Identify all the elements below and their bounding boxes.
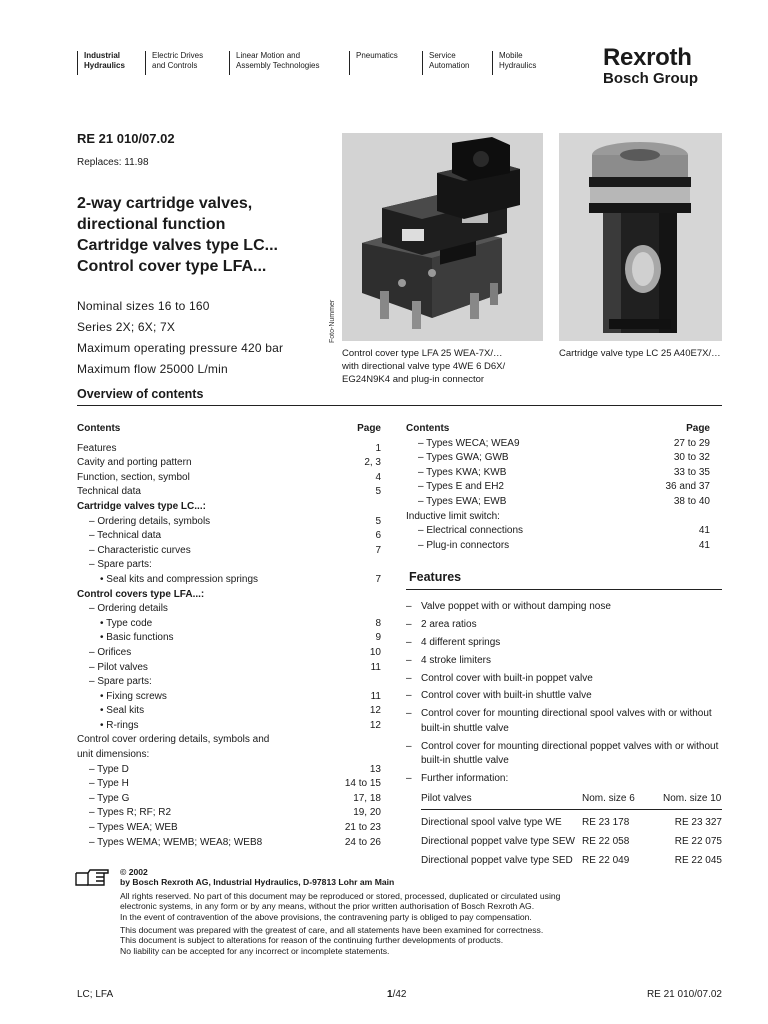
contents-entry-page: 41 [698,525,710,537]
copyright-year: © 2002 [120,867,148,877]
nav-item-pneumatics[interactable]: Pneumatics [349,51,398,75]
contents-entry [77,544,381,559]
spec-list [77,296,283,380]
contents-entry-page: 11 [370,690,381,702]
brand-name: Rexroth [603,44,692,71]
contents-header: Contents Page [77,423,381,434]
contents-entry-title: – Type H [89,778,129,790]
feature-text: Control cover for mounting directional poppet valves with or without built-in shuttle valve [421,740,719,767]
nav-item-mobile-hydraulics[interactable]: Mobile Hydraulics [492,51,536,75]
feature-text: Control cover with built-in poppet valve [421,672,593,684]
contents-entry-title: – Type G [89,792,130,804]
cartridge-valve-caption: Cartridge valve type LC 25 A40E7X/… [559,348,721,359]
contents-entry-title: – Plug-in connectors [418,539,510,551]
feature-item [406,772,722,787]
contents-entry [406,480,710,495]
contents-entry [77,646,381,661]
control-cover-illustration [342,133,543,341]
contents-entry-page: 30 to 32 [673,452,710,464]
contents-entry-title: • Type code [100,617,153,629]
contents-entry-page: 12 [369,719,381,731]
spec-nominal-sizes: Nominal sizes 16 to 160 [77,299,210,313]
contents-entry-title: – Spare parts: [89,676,152,688]
cartridge-valve-photo [559,133,722,341]
copyright-paragraph-liability: This document was prepared with the greatest of care, and all statements have been examined for correctness. This document is subject to alterations for reason of the continuing further developments of products. No liability can be accepted for any incorrect or incomplete statements. [120,925,544,956]
control-cover-caption: Control cover type LFA 25 WEA-7X/… with directional valve type 4WE 6 D6X/ EG24N9K4 and plug-in connector [342,348,506,385]
contents-entry [77,500,381,515]
dash-bullet: – [406,708,412,720]
feature-text: 4 different springs [421,636,501,648]
contents-entry [77,675,381,690]
contents-entry [77,733,381,748]
dash-bullet: – [406,601,412,612]
contents-entry-title: Technical data [77,486,141,498]
contents-entry [77,442,381,457]
contents-entry-title: – Types EWA; EWB [418,495,507,507]
contents-entry-page: 41 [698,539,710,551]
replaces-note: Replaces: 11.98 [77,157,149,168]
contents-entry-title: – Types WECA; WEA9 [418,437,520,449]
contents-entry-title: – Ordering details, symbols [89,515,211,527]
overview-heading: Overview of contents [77,387,204,401]
contents-entry-title: – Technical data [89,530,162,542]
contents-entry-page: 21 to 23 [344,822,381,834]
feature-text: 4 stroke limiters [421,654,492,666]
contents-entry-page: 33 to 35 [673,466,710,478]
contents-entry-title: • R-rings [100,719,139,731]
feature-item [406,672,722,687]
contents-entry [77,456,381,471]
contents-entry [77,631,381,646]
contents-entry-title: – Types KWA; KWB [418,466,507,478]
control-cover-photo [342,133,543,341]
feature-text: 2 area ratios [421,618,477,630]
contents-header: Contents Page [406,423,710,434]
copyright-paragraph-rights: All rights reserved. No part of this document may be reproduced or stored, processed, duplicated or circulated using electronic systems, in any form or by any means, without the prior written authorisation of Bosch Rexroth AG. In the event of contravention of the above provisions, the contravening party is obliged to pay compensation. [120,890,561,922]
dash-bullet: – [406,740,412,752]
contents-entry-title: Control covers type LFA...: [77,588,205,600]
feature-item [406,600,722,615]
contents-entry-page: 38 to 40 [673,495,710,507]
contents-entry-page: 13 [369,763,381,775]
contents-entry [77,602,381,617]
cartridge-valve-illustration [559,133,722,341]
contents-entry [406,524,710,539]
contents-entry-title: Function, section, symbol [77,471,190,483]
contents-entry-title: – Types GWA; GWB [418,452,509,464]
contents-entry [77,777,381,792]
contents-entry-page: 5 [375,486,381,498]
contents-entry-title: • Seal kits and compression springs [100,573,259,585]
feature-text: Valve poppet with or without damping nose [421,601,611,612]
contents-entry-title: Features [77,442,117,454]
contents-entry-title: – Types WEMA; WEMB; WEA8; WEB8 [89,836,263,848]
contents-entry-page: 2, 3 [364,457,381,469]
contents-entry [77,573,381,588]
dash-bullet: – [406,654,412,666]
spec-series: Series 2X; 6X; 7X [77,320,176,334]
contents-entry-page: 1 [375,442,381,454]
contents-entry [406,510,710,525]
contents-entry-title: – Pilot valves [89,661,148,673]
contents-list-right [406,422,710,553]
photo-number-label: Foto-Nummer [329,299,336,343]
contents-entry-page: 14 to 15 [344,778,381,790]
pointing-hand-icon [74,867,112,889]
brand-logo [603,45,698,87]
contents-list-left [77,422,381,850]
dash-bullet: – [406,672,412,684]
contents-entry [77,806,381,821]
contents-entry-page: 36 and 37 [665,481,710,493]
dash-bullet: – [406,690,412,702]
contents-entry [77,661,381,676]
document-title: 2-way cartridge valves, directional function Cartridge valves type LC... Control cover type LFA... [77,195,278,275]
feature-item [406,689,722,704]
contents-entry [77,704,381,719]
contents-entry-title: • Seal kits [100,705,145,717]
nav-item-industrial-hydraulics[interactable]: Industrial Hydraulics [77,51,125,75]
pilot-table-header: Pilot valves Nom. size 6 Nom. size 10 [421,788,722,810]
contents-entry-title: unit dimensions: [77,749,150,761]
copyright-notice [120,867,720,956]
contents-entry [77,471,381,486]
contents-entry [77,748,381,763]
contents-entry-title: – Type D [89,763,129,775]
feature-item [406,618,722,633]
contents-entry-title: – Spare parts: [89,559,152,571]
feature-item [406,707,722,736]
contents-entry-page: 8 [375,617,381,629]
contents-entry [77,515,381,530]
contents-entry-page: 11 [370,661,381,673]
footer-right: RE 21 010/07.02 [646,989,722,1000]
contents-entry-title: – Types WEA; WEB [89,822,178,834]
contents-entry-page: 17, 18 [353,792,381,804]
contents-entry [77,690,381,705]
contents-entry [77,617,381,632]
contents-entry-title: • Fixing screws [100,690,167,702]
dash-bullet: – [406,618,412,630]
brand-group: Bosch Group [603,70,699,87]
contents-entry-page: 10 [369,646,381,658]
features-rule [406,589,722,590]
contents-entry-page: 19, 20 [353,807,381,819]
contents-entry-page: 4 [375,471,381,483]
contents-entry-title: – Orifices [89,646,132,658]
document-number: RE 21 010/07.02 [77,131,175,146]
contents-entry-page: 7 [375,573,381,585]
contents-entry-page: 12 [369,705,381,717]
feature-text: Further information: [421,773,509,785]
feature-text: Control cover for mounting directional spool valves with or without built-in shuttle valve [421,708,712,734]
pilot-table-row: Directional poppet valve type SED RE 22 049 RE 22 045 [421,855,722,866]
feature-item [406,740,722,769]
contents-entry [406,451,710,466]
pilot-table-row: Directional spool valve type WE RE 23 178 RE 23 327 [421,817,722,828]
contents-entry [406,466,710,481]
contents-entry-title: Cavity and porting pattern [77,457,192,469]
contents-entry [77,485,381,500]
contents-entry-title: – Types E and EH2 [418,481,504,493]
contents-entry-title: • Basic functions [100,632,174,644]
contents-entry-title: – Characteristic curves [89,544,191,556]
contents-entry [77,588,381,603]
dash-bullet: – [406,636,412,648]
contents-entry-title: Control cover ordering details, symbols and [77,734,270,746]
copyright-owner: by Bosch Rexroth AG, Industrial Hydraulics, D-97813 Lohr am Main [120,877,395,888]
nav-item-linear-motion[interactable]: Linear Motion and Assembly Technologies [229,51,319,75]
contents-entry-title: – Ordering details [89,603,168,615]
contents-entry [77,719,381,734]
contents-entry [77,558,381,573]
contents-entry-title: Inductive limit switch: [406,510,500,522]
contents-entry [406,539,710,554]
feature-list [406,600,722,790]
footer-page-number: 1/42 [387,989,407,1000]
contents-entry-title: – Electrical connections [418,525,524,537]
nav-item-electric-drives[interactable]: Electric Drives and Controls [145,51,203,75]
contents-entry-page: 9 [375,632,381,644]
pilot-valve-table [421,788,722,870]
footer-left: LC; LFA [77,989,114,1000]
features-heading: Features [409,570,462,584]
overview-rule [77,405,722,406]
feature-item [406,636,722,651]
contents-entry [77,821,381,836]
spec-flow: Maximum flow 25000 L/min [77,362,228,376]
feature-text: Control cover with built-in shuttle valve [421,690,592,702]
contents-entry-page: 5 [375,515,381,527]
contents-entry [406,495,710,510]
contents-entry-title: Cartridge valves type LC...: [77,500,206,512]
pilot-table-row: Directional poppet valve type SEW RE 22 058 RE 22 075 [421,836,722,847]
contents-entry [406,437,710,452]
contents-entry [77,763,381,778]
contents-entry-title: – Types R; RF; R2 [89,807,172,819]
contents-entry [77,836,381,851]
contents-entry [77,529,381,544]
contents-entry-page: 27 to 29 [673,437,710,449]
spec-pressure: Maximum operating pressure 420 bar [77,341,284,355]
nav-item-service-automation[interactable]: Service Automation [422,51,469,75]
contents-entry [77,792,381,807]
contents-entry-page: 6 [375,530,381,542]
dash-bullet: – [406,773,412,785]
feature-item [406,654,722,669]
contents-entry-page: 7 [375,544,381,556]
contents-entry-page: 24 to 26 [344,836,381,848]
